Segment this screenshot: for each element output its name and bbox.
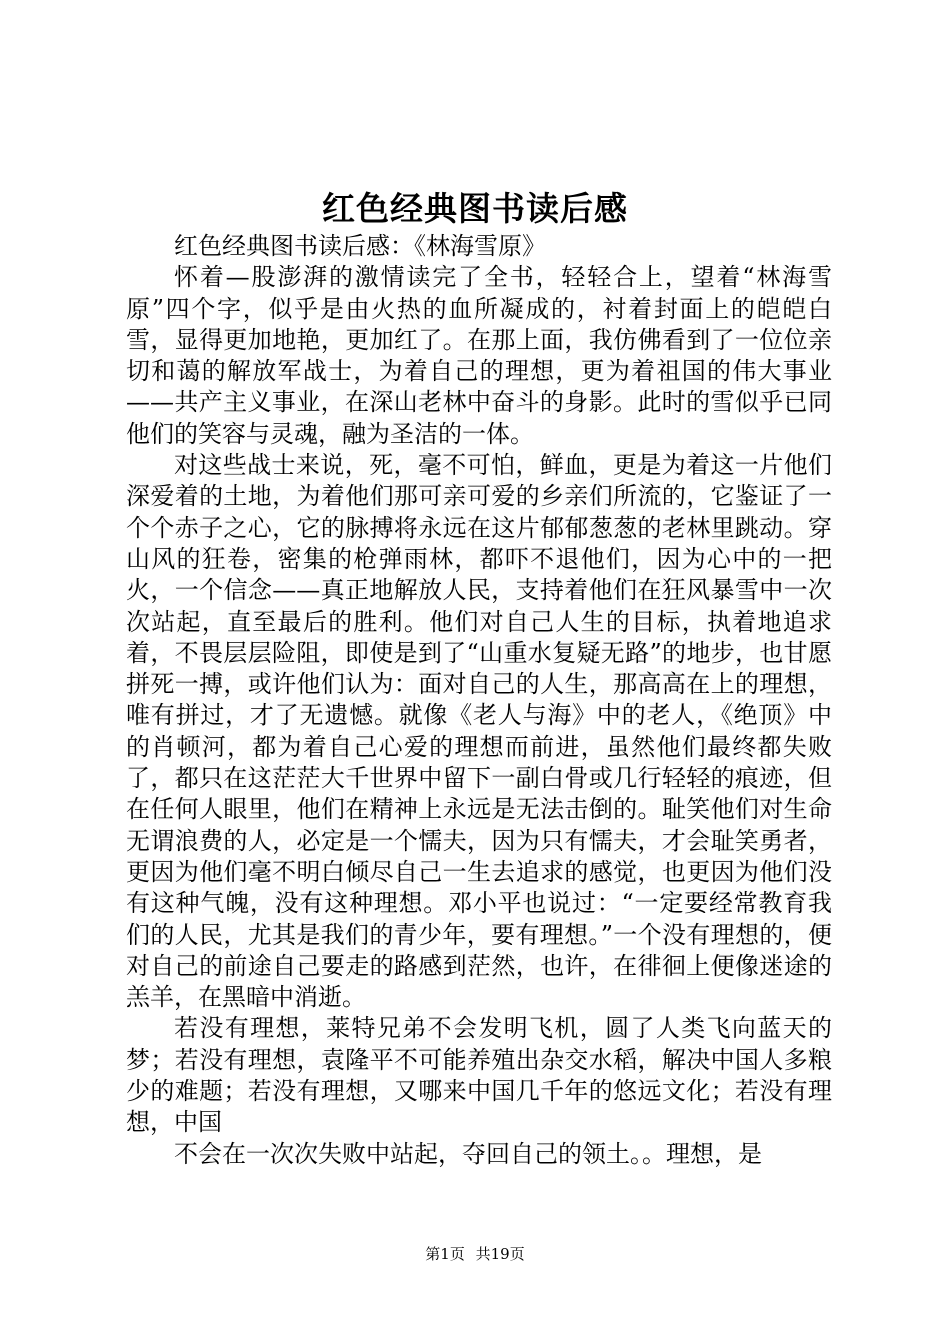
page-footer	[0, 1242, 950, 1266]
paragraph: 怀着—股澎湃的激情读完了全书，轻轻合上，望着“林海雪原”四个字，似乎是由火热的血所凝成的，衬着封面上的皑皑白雪，显得更加地艳，更加红了。在那上面，我仿佛看到了一位位亲切和蔼的解放军战士，为着自己的理想，更为着祖国的伟大事业——共产主义事业，在深山老林中奋斗的身影。此时的雪似乎已同他们的笑容与灵魂，融为圣洁的一体。	[126, 263, 832, 448]
paragraph: 若没有理想，莱特兄弟不会发明飞机，圆了人类飞向蓝天的梦；若没有理想，袁隆平不可能养殖出杂交水稻，解决中国人多粮少的难题；若没有理想，又哪来中国几千年的悠远文化；若没有理想，中国	[126, 1014, 832, 1137]
paragraph: 对这些战士来说，死，毫不可怕，鲜血，更是为着这一片他们深爱着的土地，为着他们那可亲可爱的乡亲们所流的，它鉴证了一个个赤子之心，它的脉搏将永远在这片郁郁葱葱的老林里跳动。穿山风的狂卷，密集的枪弹雨林，都吓不退他们，因为心中的一把火，一个信念——真正地解放人民，支持着他们在狂风暴雪中一次次站起，直至最后的胜利。他们对自己人生的目标，执着地追求着，不畏层层险阻，即使是到了“山重水复疑无路”的地步，也甘愿拼死一搏，或许他们认为：面对自己的人生，那高高在上的理想，唯有拼过，才了无遗憾。就像《老人与海》中的老人，《绝顶》中的肖顿河，都为着自己心爱的理想而前进，虽然他们最终都失败了，都只在这茫茫大千世界中留下一副白骨或几行轻轻的痕迹，但在任何人眼里，他们在精神上永远是无法击倒的。耻笑他们对生命无谓浪费的人，必定是一个懦夫，因为只有懦夫，才会耻笑勇者，更因为他们毫不明白倾尽自己一生去追求的感觉，也更因为他们没有这种气魄，没有这种理想。邓小平也说过：“一定要经常教育我们的人民，尤其是我们的青少年，要有理想。”一个没有理想的，便对自己的前途自己要走的路感到茫然，也许，在徘徊上便像迷途的羔羊，在黑暗中消逝。	[126, 451, 832, 1012]
document-title: 红色经典图书读后感	[322, 189, 628, 228]
page-number: 第1页	[425, 1245, 465, 1263]
page-total: 共19页	[475, 1245, 525, 1263]
paragraph-subtitle: 红色经典图书读后感：《林海雪原》	[174, 232, 546, 260]
paragraph: 不会在一次次失败中站起，夺回自己的领土。。理想，是	[174, 1139, 762, 1168]
document-body	[126, 231, 832, 1170]
